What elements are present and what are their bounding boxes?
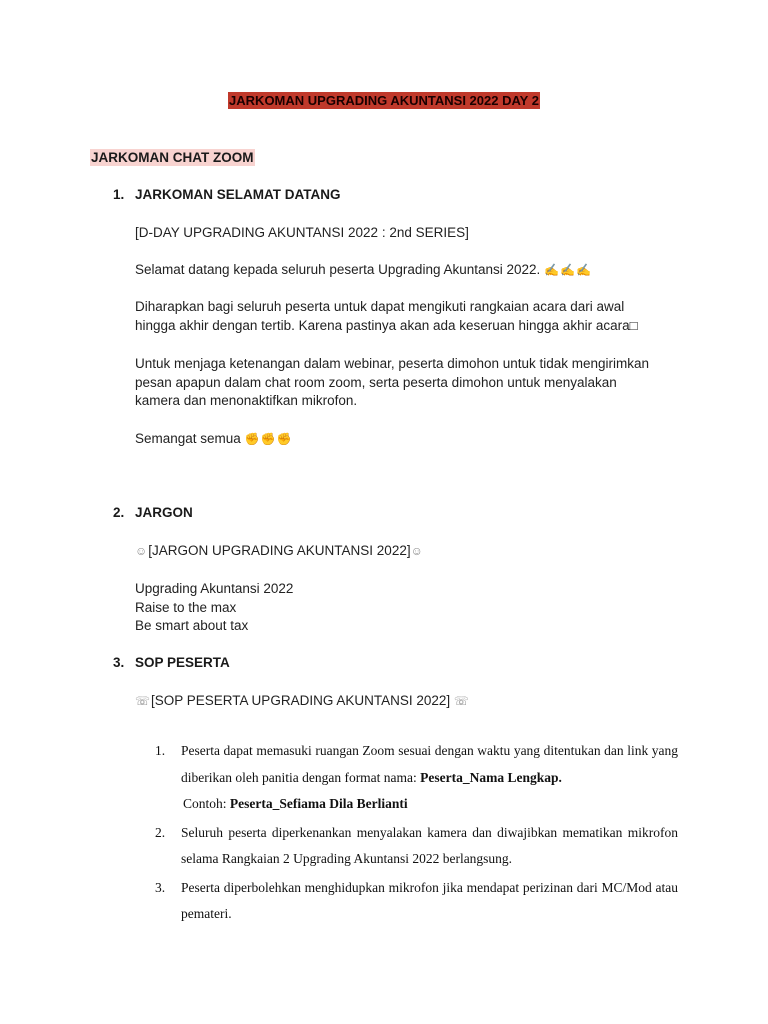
sop-title: ☏[SOP PESERTA UPGRADING AKUNTANSI 2022] ☏ xyxy=(135,693,470,708)
item-heading-sop: 3. SOP PESERTA xyxy=(113,655,230,670)
jargon-line: Be smart about tax xyxy=(135,618,249,633)
jargon-line: Raise to the max xyxy=(135,599,237,615)
expectation-paragraph: Diharapkan bagi seluruh peserta untuk dapat mengikuti rangkaian acara dari awal hingga akhir dengan tertib. Karena pastinya akan ada keseruan hingga akhir acara□ xyxy=(135,299,638,333)
phone-icon: ☏ xyxy=(453,694,470,708)
spirit-line: Semangat semua ✊✊✊ xyxy=(135,431,293,446)
writing-hand-icon: ✍✍✍ xyxy=(544,263,592,277)
list-item: 2. Seluruh peserta diperkenankan menyalakan kamera dan diwajibkan mematikan mikrofon selama Rangkaian 2 Upgrading Akuntansi 2022 berlangsung. xyxy=(155,824,678,866)
smile-icon: ☺ xyxy=(135,544,149,558)
jargon-line: Upgrading Akuntansi 2022 xyxy=(135,581,294,596)
list-item: 3. Peserta diperbolehkan menghidupkan mikrofon jika mendapat perizinan dari MC/Mod atau pemateri. xyxy=(155,879,678,921)
calm-paragraph: Untuk menjaga ketenangan dalam webinar, peserta dimohon untuk tidak mengirimkan pesan apapun dalam chat room zoom, serta peserta dimohon untuk menyalakan kamera dan menonaktifkan mikrofon. xyxy=(135,356,650,408)
phone-icon: ☏ xyxy=(135,694,152,708)
fist-icon: ✊✊✊ xyxy=(244,432,293,446)
jargon-lines xyxy=(135,580,695,636)
section-heading: JARKOMAN CHAT ZOOM xyxy=(91,150,254,165)
smile-icon: ☺ xyxy=(410,544,424,558)
item-heading-welcome: 1. JARKOMAN SELAMAT DATANG xyxy=(113,187,341,202)
welcome-paragraph: Selamat datang kepada seluruh peserta Upgrading Akuntansi 2022. ✍✍✍ xyxy=(135,262,592,277)
item-heading-jargon: 2. JARGON xyxy=(113,505,193,520)
sop-list xyxy=(155,738,678,930)
document-title: JARKOMAN UPGRADING AKUNTANSI 2022 DAY 2 xyxy=(229,93,539,108)
list-item: 1. Peserta dapat memasuki ruangan Zoom sesuai dengan waktu yang ditentukan dan link yang diberikan oleh panitia dengan format nama: Peserta_Nama Lengkap. Contoh: Peserta_Sefiama Dila Berlianti xyxy=(155,743,678,811)
jargon-title: ☺[JARGON UPGRADING AKUNTANSI 2022]☺ xyxy=(135,543,424,558)
series-line: [D-DAY UPGRADING AKUNTANSI 2022 : 2nd SERIES] xyxy=(135,225,469,240)
